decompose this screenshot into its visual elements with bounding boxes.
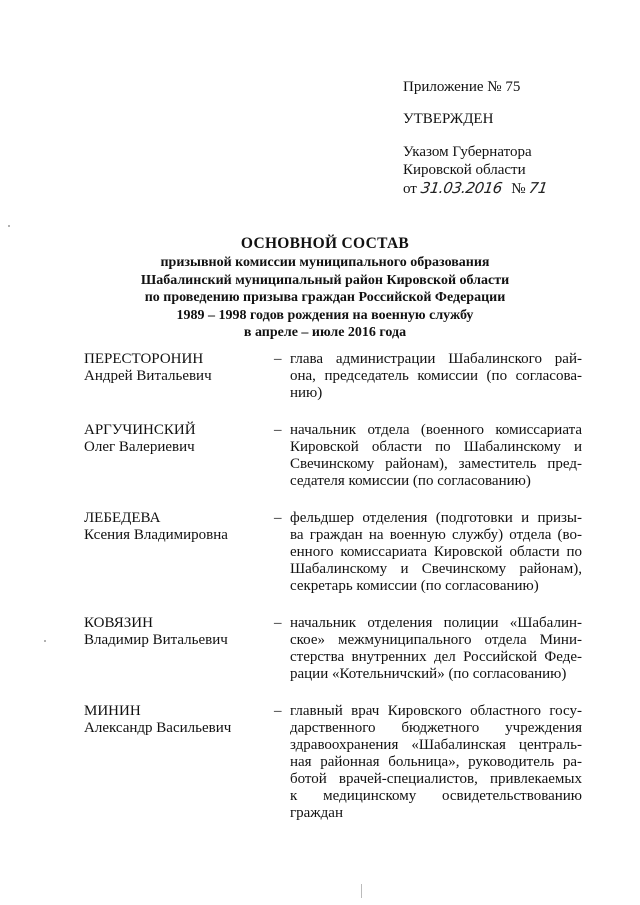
member-given-name: Андрей Витальевич	[84, 368, 212, 384]
date-prefix: от	[403, 181, 417, 197]
decree-line-1: Указом Губернатора	[403, 144, 532, 160]
decree-line-2: Кировской области	[403, 162, 526, 178]
appendix-number: Приложение № 75	[403, 79, 521, 95]
role-line: енного комиссариата Кировской области по	[290, 544, 582, 560]
member-surname: МИНИН	[84, 703, 141, 719]
handwritten-number: 71	[528, 179, 549, 197]
approval-block	[403, 78, 613, 198]
scan-speck	[44, 640, 46, 642]
role-line: здравоохранения «Шабалинская централь-	[290, 737, 582, 753]
scan-mark	[361, 884, 362, 898]
member-name	[84, 615, 274, 649]
role-line: она, председатель комиссии (по согласова-	[290, 368, 582, 384]
role-line: ва граждан на военную службу) отдела (во-	[290, 527, 582, 543]
handwritten-date: 31.03.2016	[419, 179, 503, 197]
member-surname: ПЕРЕСТОРОНИН	[84, 351, 204, 367]
member-role	[290, 422, 582, 490]
member-given-name: Владимир Витальевич	[84, 632, 228, 648]
role-line: Свечинскому районам), заместитель пред-	[290, 456, 582, 472]
member-dash: –	[274, 510, 282, 526]
approved-stamp: УТВЕРЖДЕН	[403, 111, 494, 127]
decree-date-line	[403, 179, 613, 198]
role-line: начальник отдела (военного комиссариата	[290, 422, 582, 438]
document-heading	[60, 234, 590, 342]
member-role	[290, 703, 582, 822]
role-line: Шабалинскому и Свечинскому районам),	[290, 561, 582, 577]
member-name	[84, 703, 274, 737]
role-line: ское» межмуниципального отдела Мини-	[290, 632, 582, 648]
member-given-name: Александр Васильевич	[84, 720, 232, 736]
member-entry	[84, 615, 584, 683]
role-line: стерства внутренних дел Российской Феде-	[290, 649, 582, 665]
members-list	[84, 351, 584, 822]
member-dash: –	[274, 351, 282, 367]
member-dash: –	[274, 422, 282, 438]
member-name	[84, 510, 274, 544]
role-line: дарственного бюджетного учреждения	[290, 720, 582, 736]
member-given-name: Олег Валериевич	[84, 439, 195, 455]
role-line: глава администрации Шабалинского рай-	[290, 351, 582, 367]
member-role	[290, 351, 582, 402]
heading-line: в апреле – июле 2016 года	[243, 325, 407, 340]
number-prefix: №	[511, 181, 526, 197]
member-entry	[84, 703, 584, 822]
role-line: рации «Котельничский» (по согласованию)	[290, 666, 567, 682]
member-dash: –	[274, 703, 282, 719]
member-dash: –	[274, 615, 282, 631]
role-line: фельдшер отделения (подготовки и призы-	[290, 510, 582, 526]
heading-line: 1989 – 1998 годов рождения на военную службу	[176, 307, 474, 323]
role-line: седателя комиссии (по согласованию)	[290, 473, 531, 489]
member-given-name: Ксения Владимировна	[84, 527, 228, 543]
member-entry	[84, 510, 584, 595]
heading-line: Шабалинский муниципальный район Кировской области	[140, 272, 510, 288]
role-line: ботой врачей-специалистов, привлекаемых	[290, 771, 582, 787]
role-line: начальник отделения полиции «Шабалин-	[290, 615, 582, 631]
member-role	[290, 510, 582, 595]
role-line: к медицинскому освидетельствованию	[290, 788, 582, 804]
member-surname: АРГУЧИНСКИЙ	[84, 422, 196, 438]
role-line: главный врач Кировского областного госу-	[290, 703, 582, 719]
role-line: ная районная больница», руководитель ра-	[290, 754, 582, 770]
member-name	[84, 422, 274, 456]
role-line: Кировской области по Шабалинскому и	[290, 439, 582, 455]
document-title: ОСНОВНОЙ СОСТАВ	[240, 235, 410, 252]
member-surname: КОВЯЗИН	[84, 615, 153, 631]
member-entry	[84, 351, 584, 402]
member-surname: ЛЕБЕДЕВА	[84, 510, 161, 526]
role-line: граждан	[290, 805, 343, 821]
member-entry	[84, 422, 584, 490]
heading-line: призывной комиссии муниципального образования	[160, 255, 490, 270]
role-line: секретарь комиссии (по согласованию)	[290, 578, 539, 594]
heading-line: по проведению призыва граждан Российской Федерации	[144, 290, 506, 305]
member-name	[84, 351, 274, 385]
scan-speck	[8, 225, 10, 227]
member-role	[290, 615, 582, 683]
role-line: нию)	[290, 385, 323, 401]
